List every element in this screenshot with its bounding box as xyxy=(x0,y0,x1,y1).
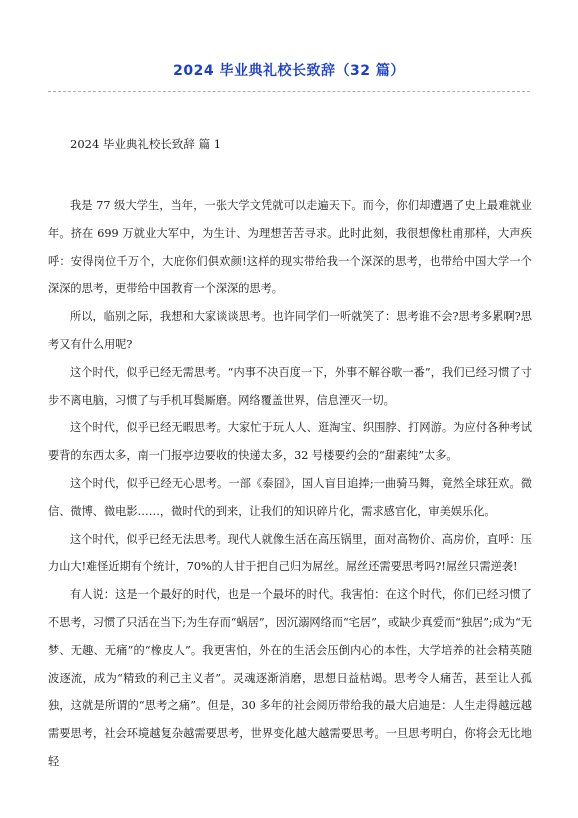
paragraph: 有人说：这是一个最好的时代，也是一个最坏的时代。我害怕：在这个时代，你们已经习惯了不思考，习惯了只活在当下;为生存而“蜗居”，因沉溺网络而“宅居”，或缺少真爱而“独居”;成为“无梦、无趣、无痛”的“橡皮人”。我更害怕，外在的生活会压倒内心的本性，大学培养的社会精英随波逐流，成为“精致的利己主义者”。灵魂逐渐消磨，思想日益枯竭。思考令人痛苦，甚至让人孤独，这就是所谓的“思考之痛”。但是，30 多年的社会阅历带给我的最大启迪是：人生走得越远越需要思考，社会环境越复杂越需要思考，世界变化越大越需要思考。一旦思考明白，你将会无比地轻 xyxy=(48,588,532,768)
paragraph: 这个时代，似乎已经无暇思考。大家忙于玩人人、逛淘宝、织围脖、打网游。为应付各种考试要背的东西太多，南一门报亭边要收的快递太多，32 号楼要约会的“甜素纯”太多。 xyxy=(48,421,532,463)
paragraph: 这个时代，似乎已经无需思考。“内事不决百度一下，外事不解谷歌一番”，我们已经习惯了寸步不离电脑，习惯了与手机耳鬓厮磨。网络覆盖世界，信息湮灭一切。 xyxy=(48,365,532,407)
document-title: 2024 毕业典礼校长致辞（32 篇） xyxy=(173,63,405,79)
title-divider xyxy=(48,91,530,92)
paragraph: 这个时代，似乎已经无心思考。一部《泰囧》，国人盲目追捧;一曲骑马舞，竟然全球狂欢。微信、微博、微电影……，微时代的到来，让我们的知识碎片化，需求感官化，审美娱乐化。 xyxy=(48,476,532,518)
paragraph: 所以，临别之际，我想和大家谈谈思考。也许同学们一听就笑了：思考谁不会?思考多累啊?思考又有什么用呢? xyxy=(48,310,532,351)
document-body xyxy=(48,192,532,776)
section-title: 2024 毕业典礼校长致辞 篇 1 xyxy=(70,137,222,151)
paragraph: 这个时代，似乎已经无法思考。现代人就像生活在高压锅里，面对高物价、高房价，直呼：压力山大!难怪近期有个统计，70%的人甘于把自己归为屌丝。屌丝还需要思考吗?!屌丝只需逆袭! xyxy=(48,532,532,574)
paragraph: 我是 77 级大学生，当年，一张大学文凭就可以走遍天下。而今，你们却遭遇了史上最难就业年。挤在 699 万就业大军中，为生计、为理想苦苦寻求。此时此刻，我很想像杜甫那样，大声疾呼：安得岗位千万个，大庇你们俱欢颜!这样的现实带给我一个深深的思考，也带给中国大学一个深深的思考，更带给中国教育一个深深的思考。 xyxy=(48,199,532,296)
